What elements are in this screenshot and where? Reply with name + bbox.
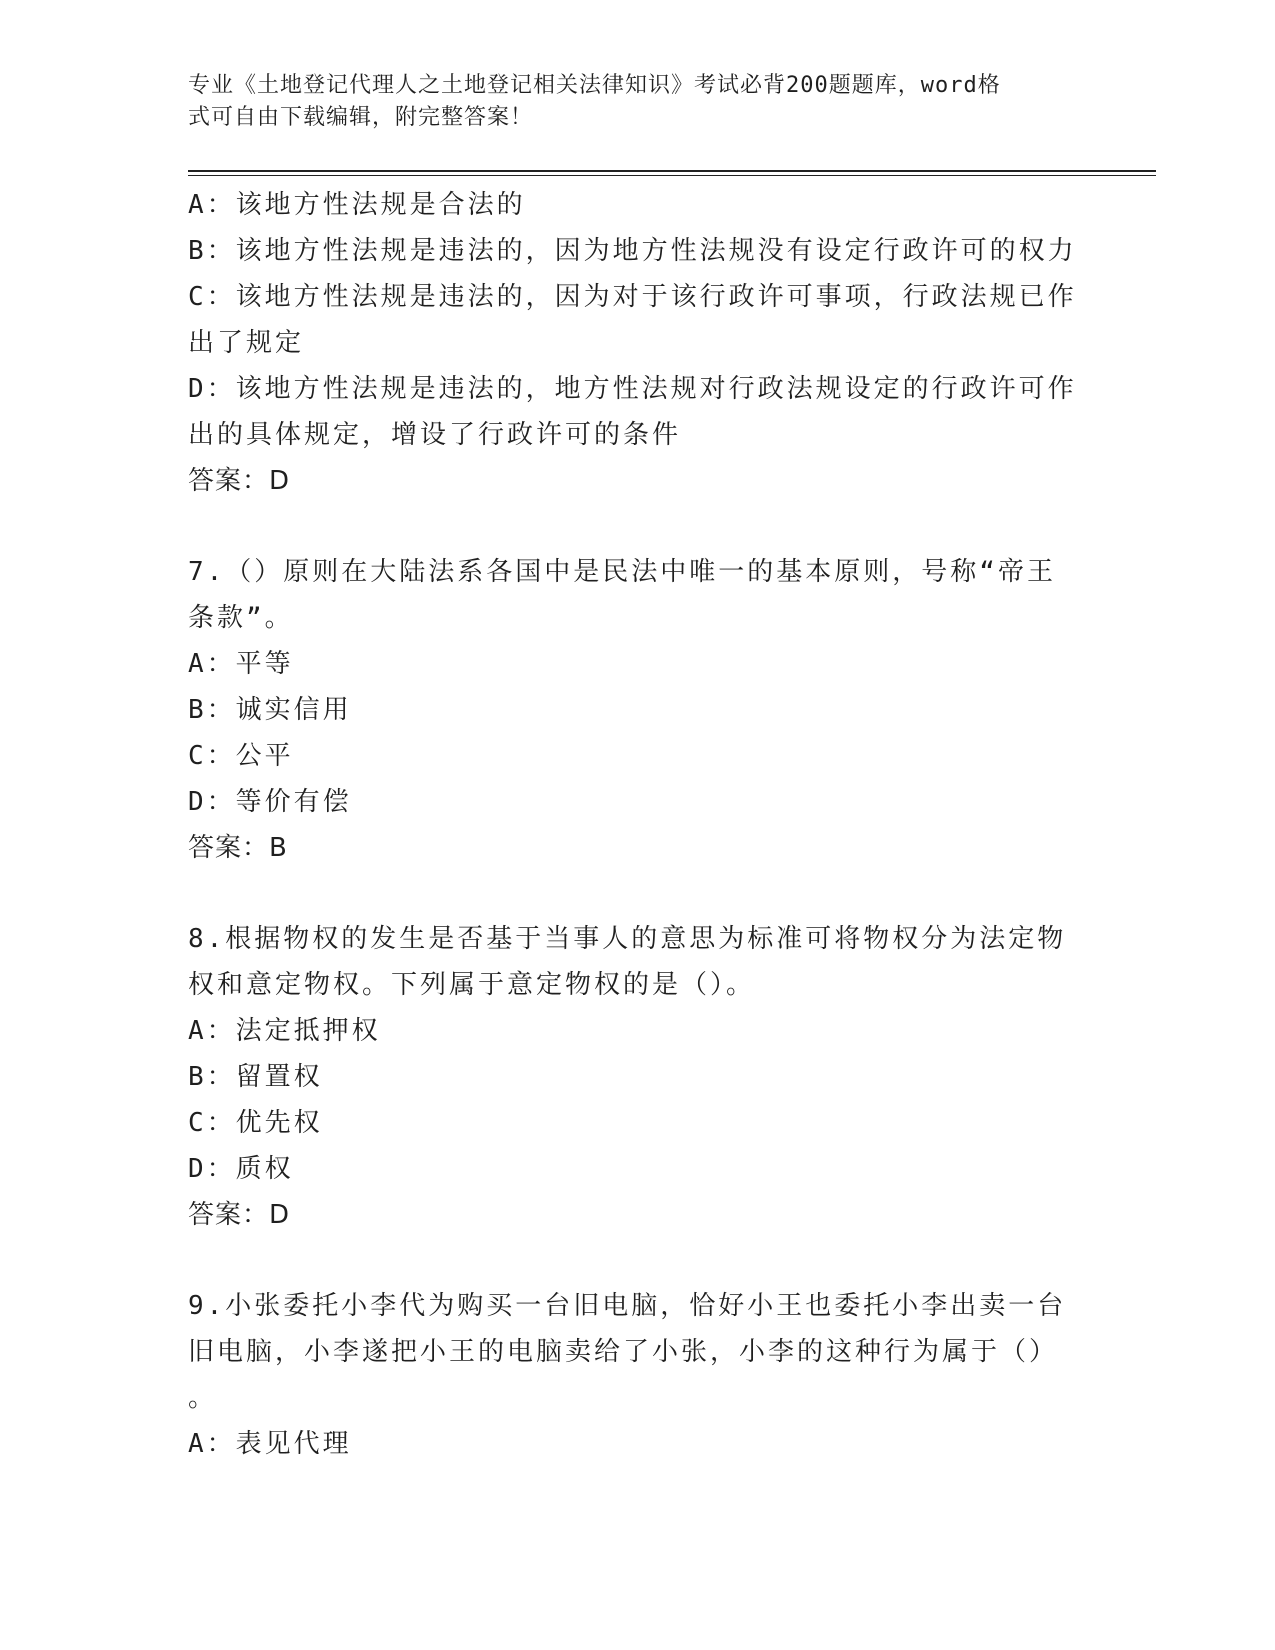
answer-label: 答案：D bbox=[188, 466, 291, 496]
option-b: B：该地方性法规是违法的，因为地方性法规没有设定行政许可的权力 bbox=[188, 236, 1077, 266]
option-d-continued: 出的具体规定，增设了行政许可的条件 bbox=[188, 420, 682, 450]
option-c: C：公平 bbox=[188, 741, 294, 771]
question-text: 7.（）原则在大陆法系各国中是民法中唯一的基本原则，号称“帝王 bbox=[188, 557, 1056, 587]
spacer bbox=[188, 504, 1158, 549]
spacer bbox=[188, 1238, 1158, 1283]
question-9 bbox=[188, 1283, 1158, 1467]
option-a: A：法定抵押权 bbox=[188, 1016, 381, 1046]
question-text-continued: 条款”。 bbox=[188, 603, 294, 633]
option-a: A：表见代理 bbox=[188, 1429, 352, 1459]
question-text-continued: 。 bbox=[188, 1383, 218, 1413]
spacer bbox=[188, 871, 1158, 916]
option-c-continued: 出了规定 bbox=[188, 328, 305, 358]
option-d: D：该地方性法规是违法的，地方性法规对行政法规设定的行政许可作 bbox=[188, 374, 1077, 404]
option-a: A：平等 bbox=[188, 649, 294, 679]
question-7 bbox=[188, 549, 1158, 871]
question-text-continued: 权和意定物权。下列属于意定物权的是（）。 bbox=[188, 970, 756, 1000]
question-text: 9.小张委托小李代为购买一台旧电脑，恰好小王也委托小李出卖一台 bbox=[188, 1291, 1067, 1321]
option-b: B：诚实信用 bbox=[188, 695, 352, 725]
header-line-1: 专业《土地登记代理人之土地登记相关法律知识》考试必背200题题库，word格 bbox=[188, 73, 1001, 98]
option-d: D：等价有偿 bbox=[188, 787, 352, 817]
option-c: C：优先权 bbox=[188, 1108, 323, 1138]
option-b: B：留置权 bbox=[188, 1062, 323, 1092]
header-divider bbox=[188, 170, 1156, 176]
question-text-continued: 旧电脑，小李遂把小王的电脑卖给了小张，小李的这种行为属于（） bbox=[188, 1337, 1059, 1367]
question-list bbox=[188, 182, 1158, 1467]
header-line-2: 式可自由下载编辑，附完整答案！ bbox=[188, 105, 534, 130]
answer-label: 答案：D bbox=[188, 1200, 291, 1230]
option-c: C：该地方性法规是违法的，因为对于该行政许可事项，行政法规已作 bbox=[188, 282, 1077, 312]
document-page bbox=[188, 70, 1158, 1467]
question-8 bbox=[188, 916, 1158, 1238]
question-6 bbox=[188, 182, 1158, 504]
option-d: D：质权 bbox=[188, 1154, 294, 1184]
document-header bbox=[188, 70, 1068, 134]
question-text: 8.根据物权的发生是否基于当事人的意思为标准可将物权分为法定物 bbox=[188, 924, 1067, 954]
answer-label: 答案：B bbox=[188, 833, 288, 863]
option-a: A：该地方性法规是合法的 bbox=[188, 190, 526, 220]
